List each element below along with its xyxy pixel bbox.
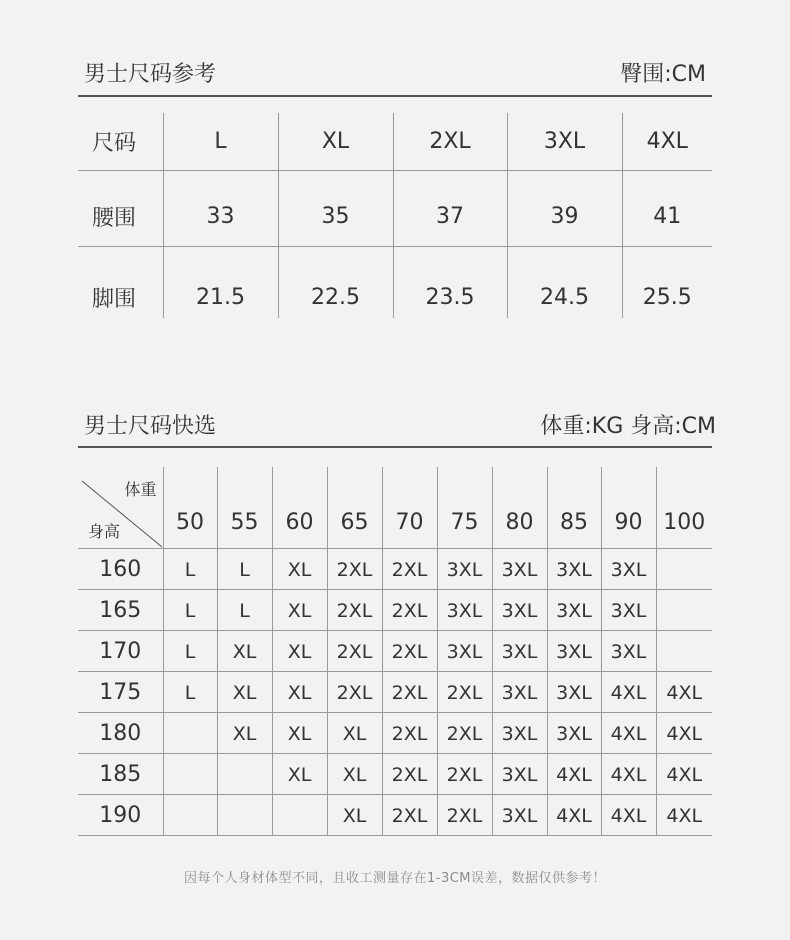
size-cell: 2XL xyxy=(382,630,437,671)
value-cell: 35 xyxy=(278,170,393,246)
size-cell: XL xyxy=(217,712,272,753)
size-cell: 4XL xyxy=(601,712,656,753)
size-cell: 2XL xyxy=(437,753,492,794)
size-cell: 3XL xyxy=(492,794,547,835)
size-cell: 4XL xyxy=(656,712,712,753)
size-cell: L xyxy=(163,589,217,630)
weight-cell: 50 xyxy=(163,467,217,548)
size-cell: XL xyxy=(217,630,272,671)
value-cell: 39 xyxy=(507,170,622,246)
size-cell: 4XL xyxy=(547,794,601,835)
value-cell: 37 xyxy=(393,170,507,246)
size-cell: XL xyxy=(272,589,327,630)
size-cell: 3XL xyxy=(547,589,601,630)
size-cell xyxy=(656,630,712,671)
table-row xyxy=(78,753,712,794)
size-cell: 2XL xyxy=(382,794,437,835)
size-cell: 2XL xyxy=(327,548,382,589)
weight-cell: 55 xyxy=(217,467,272,548)
size-cell: XL xyxy=(272,671,327,712)
size-cell: XL xyxy=(272,712,327,753)
size-cell: 3XL xyxy=(547,671,601,712)
row-label: 腰围 xyxy=(78,170,163,246)
size-cell: 3XL xyxy=(437,548,492,589)
table-row xyxy=(78,794,712,835)
height-cell: 160 xyxy=(78,548,163,589)
value-cell: 41 xyxy=(622,170,712,246)
size-cell: XL xyxy=(272,753,327,794)
weight-cell: 70 xyxy=(382,467,437,548)
size-cell: 3XL xyxy=(492,630,547,671)
size-cell: 2XL xyxy=(393,113,507,170)
table-row xyxy=(78,548,712,589)
corner-cell xyxy=(78,467,163,548)
size-cell xyxy=(217,794,272,835)
size-cell: L xyxy=(217,548,272,589)
size-cell: 4XL xyxy=(547,753,601,794)
size-cell: L xyxy=(163,630,217,671)
size-reference-unit: 臀围:CM xyxy=(620,62,706,87)
size-cell xyxy=(163,753,217,794)
value-cell: 24.5 xyxy=(507,246,622,318)
weight-axis-label: 体重 xyxy=(124,480,157,499)
leg-opening-row xyxy=(78,246,712,318)
size-cell: L xyxy=(217,589,272,630)
weight-cell: 85 xyxy=(547,467,601,548)
size-cell: 2XL xyxy=(327,589,382,630)
size-cell xyxy=(163,712,217,753)
size-cell: 4XL xyxy=(656,753,712,794)
size-cell xyxy=(272,794,327,835)
size-cell: L xyxy=(163,113,278,170)
size-cell xyxy=(217,753,272,794)
size-cell: 4XL xyxy=(656,671,712,712)
size-cell: 3XL xyxy=(492,671,547,712)
size-cell: XL xyxy=(327,794,382,835)
size-cell: 4XL xyxy=(601,671,656,712)
size-cell: 3XL xyxy=(601,630,656,671)
size-cell: 2XL xyxy=(327,671,382,712)
size-cell: 3XL xyxy=(492,712,547,753)
size-cell: 2XL xyxy=(382,548,437,589)
height-axis-label: 身高 xyxy=(88,521,121,541)
divider xyxy=(78,446,712,448)
weight-cell: 75 xyxy=(437,467,492,548)
size-cell: 3XL xyxy=(547,630,601,671)
size-cell: XL xyxy=(217,671,272,712)
size-header-row xyxy=(78,113,712,170)
size-cell: 4XL xyxy=(656,794,712,835)
value-cell: 22.5 xyxy=(278,246,393,318)
divider xyxy=(78,95,712,97)
size-picker-table xyxy=(78,467,712,836)
value-cell: 21.5 xyxy=(163,246,278,318)
size-label: 尺码 xyxy=(92,130,137,156)
size-cell: XL xyxy=(272,630,327,671)
size-cell: 3XL xyxy=(507,113,622,170)
disclaimer-note: 因每个人身材体型不同，且收工测量存在1-3CM误差，数据仅供参考！ xyxy=(183,871,607,886)
size-cell: 3XL xyxy=(601,589,656,630)
table-row xyxy=(78,671,712,712)
size-cell: XL xyxy=(278,113,393,170)
size-cell: 4XL xyxy=(601,794,656,835)
weight-cell: 60 xyxy=(272,467,327,548)
size-picker-title: 男士尺码快选 xyxy=(84,414,217,439)
weight-cell: 90 xyxy=(601,467,656,548)
weight-cell: 65 xyxy=(327,467,382,548)
size-cell: L xyxy=(163,548,217,589)
height-cell: 185 xyxy=(78,753,163,794)
waist-row xyxy=(78,170,712,246)
row-label: 脚围 xyxy=(78,246,163,318)
size-reference-title: 男士尺码参考 xyxy=(84,62,217,87)
size-cell: 2XL xyxy=(382,753,437,794)
height-cell: 165 xyxy=(78,589,163,630)
size-cell: 2XL xyxy=(437,671,492,712)
size-cell: XL xyxy=(327,712,382,753)
size-cell xyxy=(163,794,217,835)
height-cell: 180 xyxy=(78,712,163,753)
size-cell: L xyxy=(163,671,217,712)
value-cell: 33 xyxy=(163,170,278,246)
size-cell: 3XL xyxy=(437,589,492,630)
table-row xyxy=(78,589,712,630)
size-cell: 3XL xyxy=(492,548,547,589)
size-cell: 2XL xyxy=(382,712,437,753)
size-reference-table xyxy=(78,113,712,318)
table-row xyxy=(78,630,712,671)
height-cell: 190 xyxy=(78,794,163,835)
size-cell: 4XL xyxy=(622,113,712,170)
table-row xyxy=(78,712,712,753)
size-cell: 3XL xyxy=(601,548,656,589)
size-cell: XL xyxy=(327,753,382,794)
size-cell xyxy=(656,589,712,630)
size-cell: 3XL xyxy=(492,589,547,630)
size-cell: 2XL xyxy=(382,671,437,712)
height-cell: 175 xyxy=(78,671,163,712)
size-cell: 2XL xyxy=(437,794,492,835)
height-cell: 170 xyxy=(78,630,163,671)
size-cell: 3XL xyxy=(437,630,492,671)
size-cell: 2XL xyxy=(382,589,437,630)
weight-header-row xyxy=(78,467,712,548)
size-cell: 4XL xyxy=(601,753,656,794)
size-cell xyxy=(656,548,712,589)
size-cell: 3XL xyxy=(547,712,601,753)
size-cell: 2XL xyxy=(327,630,382,671)
size-cell: 3XL xyxy=(547,548,601,589)
size-cell: XL xyxy=(272,548,327,589)
size-cell: 3XL xyxy=(492,753,547,794)
size-picker-unit: 体重:KG 身高:CM xyxy=(540,414,716,439)
value-cell: 23.5 xyxy=(393,246,507,318)
weight-cell: 100 xyxy=(656,467,712,548)
weight-cell: 80 xyxy=(492,467,547,548)
size-cell: 2XL xyxy=(437,712,492,753)
value-cell: 25.5 xyxy=(622,246,712,318)
